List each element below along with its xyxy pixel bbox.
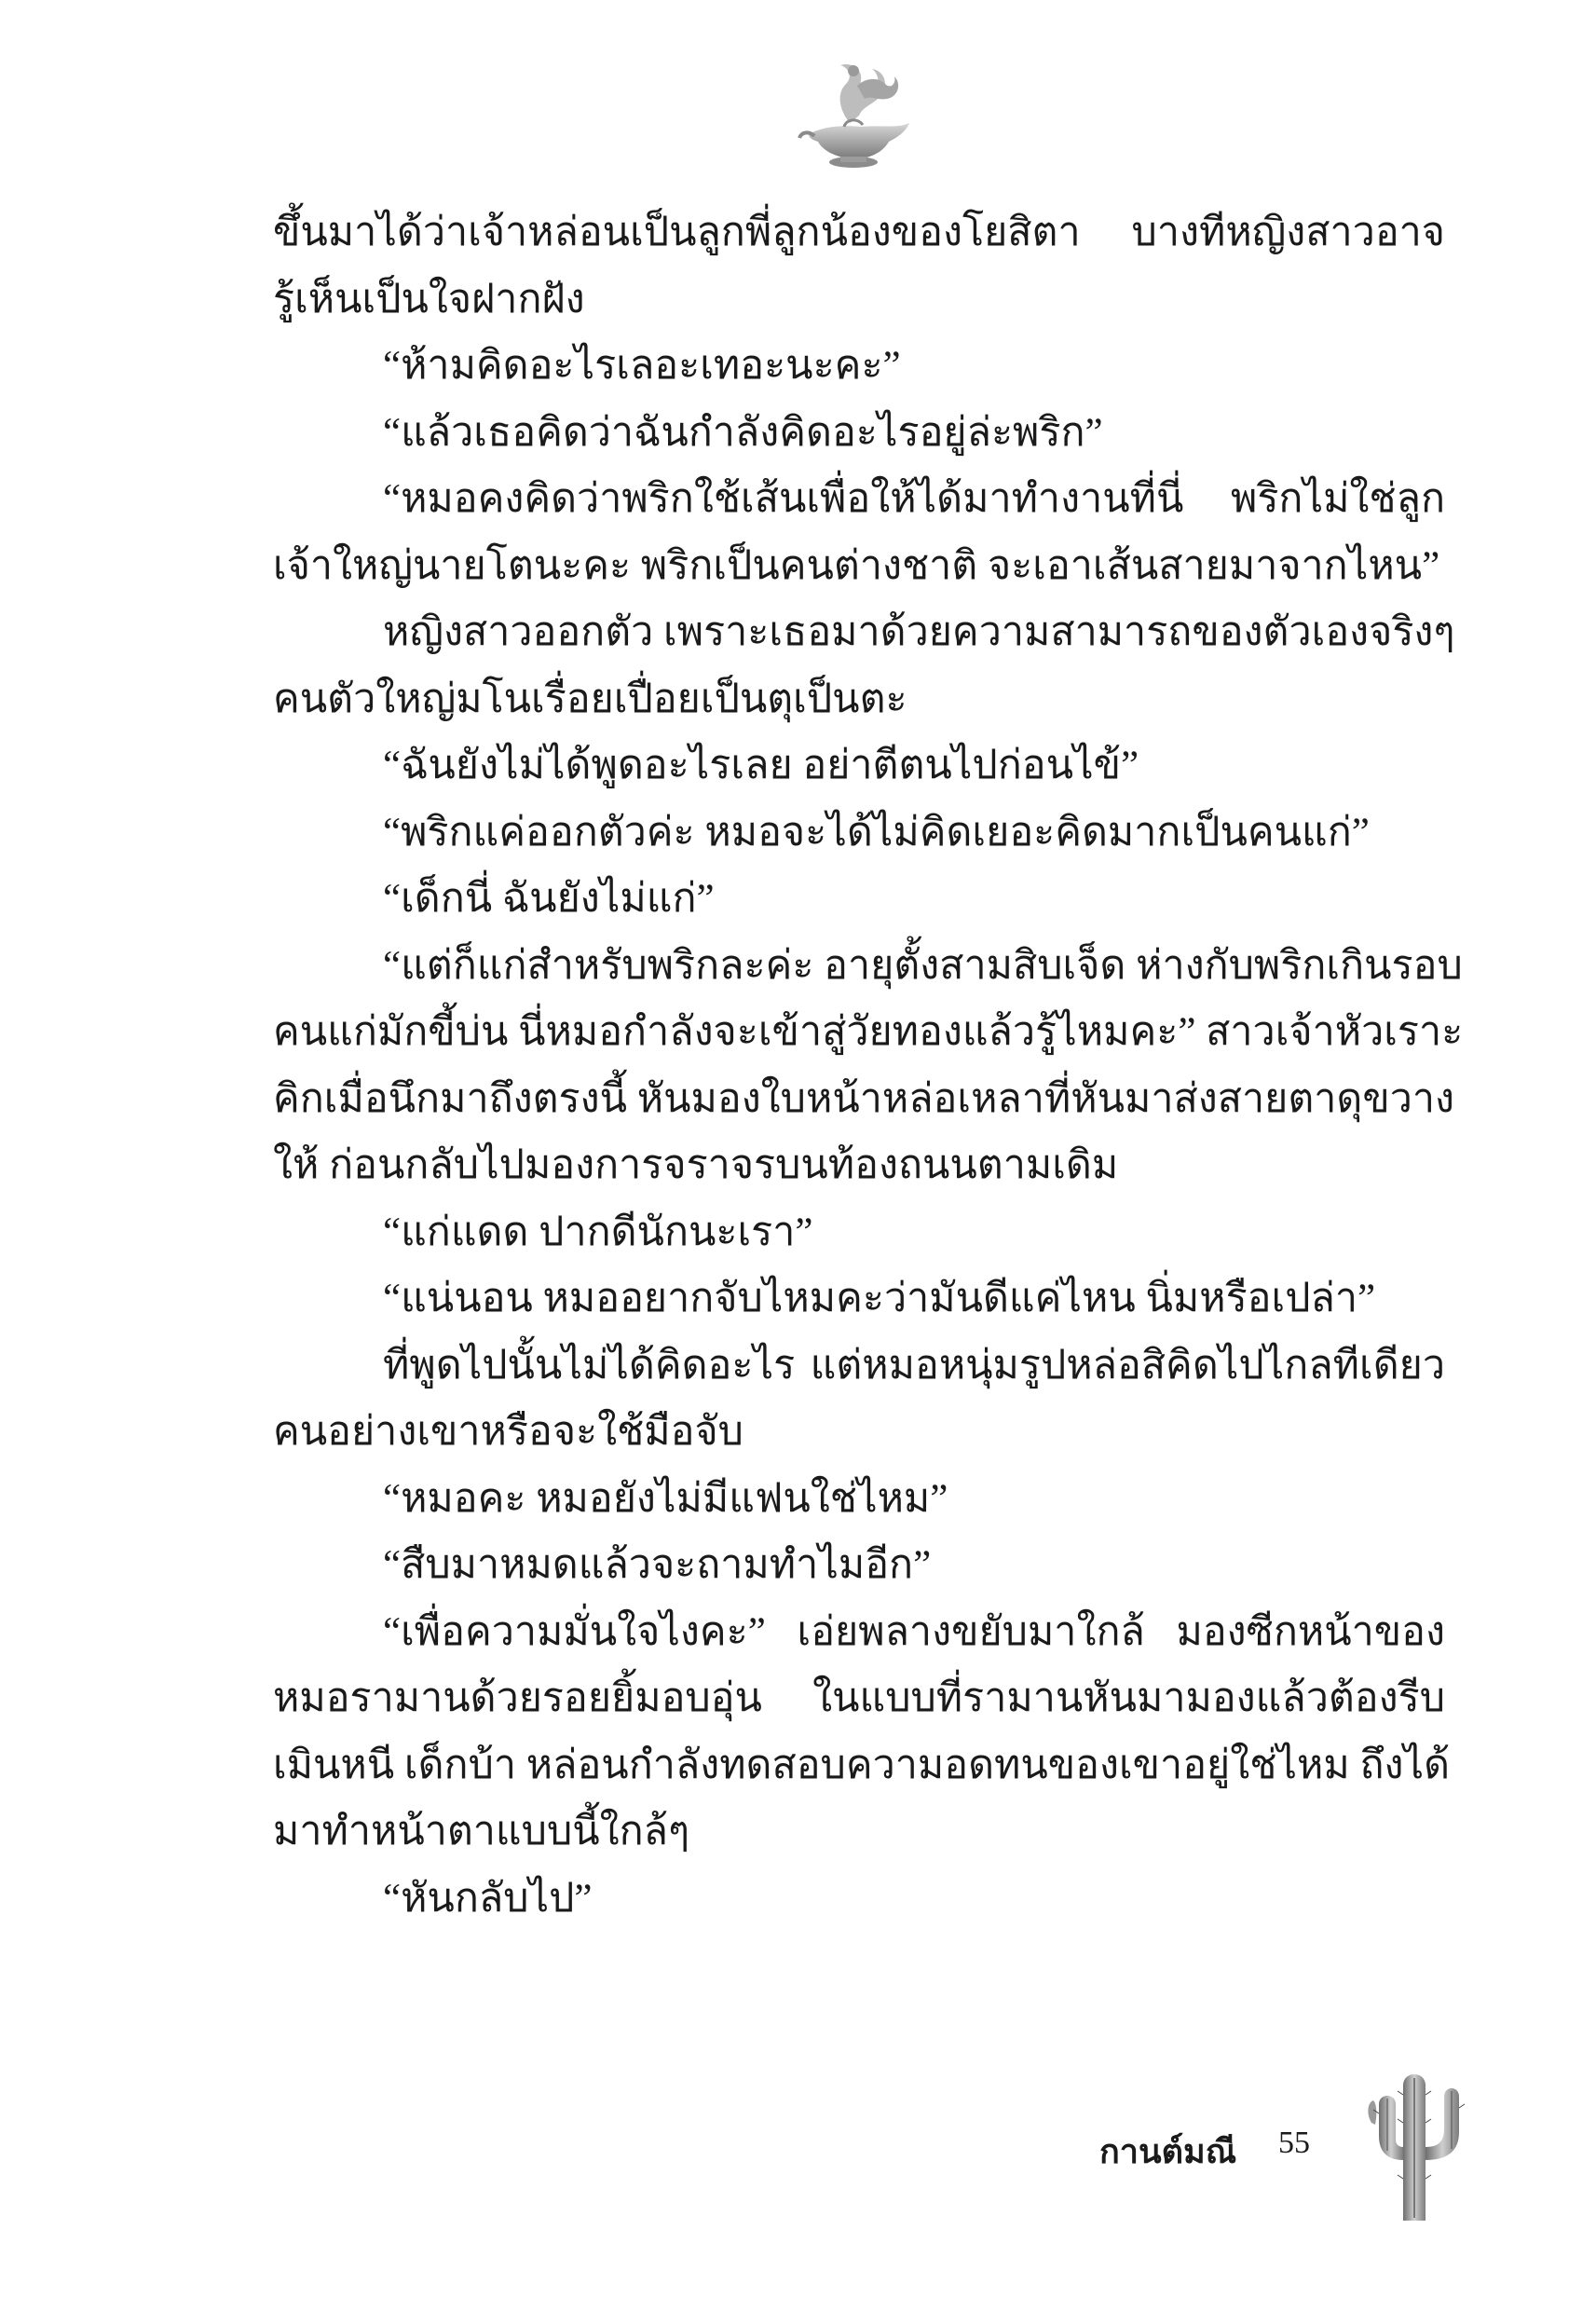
- dialogue-line: “เพื่อความมั่นใจไงคะ” เอ่ยพลางขยับมาใกล้ มองซีกหน้าของ: [383, 1609, 1445, 1654]
- author-name: กานต์มณี: [1099, 2132, 1237, 2170]
- page-number: 55: [1278, 2126, 1310, 2160]
- dialogue-line: “เด็กนี่ ฉันยังไม่แก่”: [383, 877, 715, 921]
- dialogue-line: “ห้ามคิดอะไรเลอะเทอะนะคะ”: [383, 344, 901, 388]
- cactus-icon: [1358, 2058, 1470, 2225]
- paragraph-line: คิกเมื่อนึกมาถึงตรงนี้ หันมองใบหน้าหล่อเหลาที่หันมาส่งสายตาดุขวาง: [273, 1076, 1454, 1121]
- dialogue-line: “หมอคงคิดว่าพริกใช้เส้นเพื่อให้ได้มาทำงานที่นี่ พริกไม่ใช่ลูก: [383, 477, 1445, 521]
- paragraph-line: คนอย่างเขาหรือจะใช้มือจับ: [273, 1410, 743, 1454]
- paragraph-line: ที่พูดไปนั้นไม่ได้คิดอะไร แต่หมอหนุ่มรูปหล่อสิคิดไปไกลทีเดียว: [383, 1343, 1445, 1388]
- paragraph-line: ขึ้นมาได้ว่าเจ้าหล่อนเป็นลูกพี่ลูกน้องของโยสิตา บางทีหญิงสาวอาจ: [273, 211, 1445, 254]
- genie-lamp-icon: [792, 58, 922, 174]
- paragraph-line: เมินหนี เด็กบ้า หล่อนกำลังทดสอบความอดทนของเขาอยู่ใช่ไหม ถึงได้: [273, 1743, 1451, 1787]
- dialogue-line: “แน่นอน หมออยากจับไหมคะว่ามันดีแค่ไหน นิ่มหรือเปล่า”: [383, 1277, 1376, 1320]
- paragraph-line: คนตัวใหญ่มโนเรื่อยเปื่อยเป็นตุเป็นตะ: [273, 677, 907, 721]
- dialogue-line: “ฉันยังไม่ได้พูดอะไรเลย อย่าตีตนไปก่อนไข้”: [383, 744, 1139, 787]
- dialogue-line: “แต่ก็แก่สำหรับพริกละค่ะ อายุตั้งสามสิบเจ็ด ห่างกับพริกเกินรอบ: [383, 943, 1463, 988]
- paragraph-line: รู้เห็นเป็นใจฝากฝัง: [273, 277, 585, 321]
- dialogue-line: “แล้วเธอคิดว่าฉันกำลังคิดอะไรอยู่ล่ะพริก”: [383, 410, 1103, 455]
- paragraph-line: หมอรามานด้วยรอยยิ้มอบอุ่น ในแบบที่รามานหันมามองแล้วต้องรีบ: [273, 1676, 1445, 1720]
- paragraph-line: เจ้าใหญ่นายโตนะคะ พริกเป็นคนต่างชาติ จะเอาเส้นสายมาจากไหน”: [273, 543, 1440, 588]
- dialogue-line: “หันกลับไป”: [383, 1876, 593, 1921]
- paragraph-line: หญิงสาวออกตัว เพราะเธอมาด้วยความสามารถของตัวเองจริงๆ: [383, 610, 1455, 654]
- dialogue-line: “หมอคะ หมอยังไม่มีแฟนใช่ไหม”: [383, 1476, 948, 1521]
- dialogue-line: “พริกแค่ออกตัวค่ะ หมอจะได้ไม่คิดเยอะคิดมากเป็นคนแก่”: [383, 810, 1370, 855]
- paragraph-line: คนแก่มักขี้บ่น นี่หมอกำลังจะเข้าสู่วัยทองแล้วรู้ไหมคะ” สาวเจ้าหัวเราะ: [273, 1010, 1464, 1054]
- dialogue-line: “สืบมาหมดแล้วจะถามทำไมอีก”: [383, 1543, 932, 1587]
- paragraph-line: มาทำหน้าตาแบบนี้ใกล้ๆ: [273, 1810, 690, 1853]
- dialogue-line: “แก่แดด ปากดีนักนะเรา”: [383, 1210, 813, 1254]
- body-text: [273, 199, 1464, 1932]
- paragraph-line: ให้ ก่อนกลับไปมองการจราจรบนท้องถนนตามเดิม: [273, 1143, 1119, 1187]
